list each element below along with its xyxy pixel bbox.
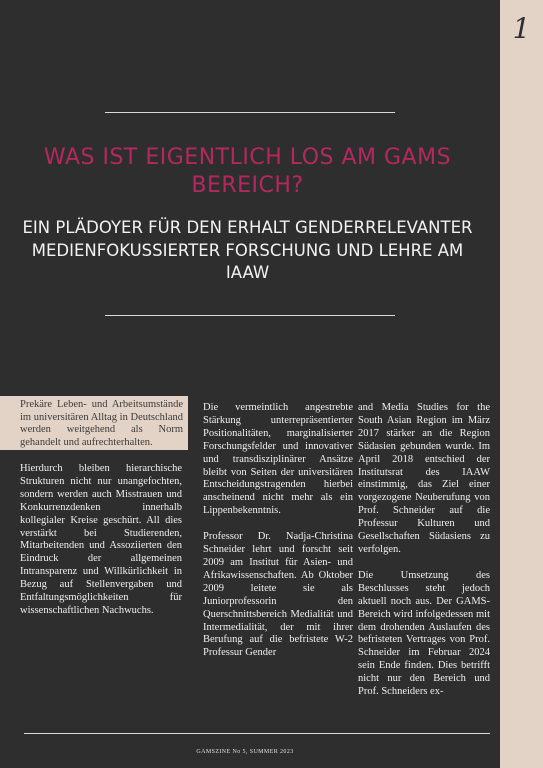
article-subtitle: EIN PLÄDOYER FÜR DEN ERHALT GENDERRELEVANTER MEDIENFOKUSSIERTER FORSCHUNG UND LEHRE AM IAAW	[22, 218, 473, 282]
intro-box	[0, 396, 188, 450]
paragraph: Professor Dr. Nadja-Christina Schneider lehrt und forscht seit 2009 am Institut für Asien- und Afrikawissenschaften. Ab Oktober 2009 leitete sie als Juniorprofessorin den Querschnittsbereich Medialität und Intermedialität, der mit ihrer Berufung auf die befristete W-2 Professur Gender	[203, 531, 353, 659]
intro-text: Prekäre Leben- und Arbeitsumstände im universitären Alltag in Deutschland werden weitgehend als Norm gehandelt und aufrechterhalten.	[20, 399, 183, 449]
top-rule	[105, 112, 395, 113]
side-strip	[500, 0, 543, 768]
text-column-3	[358, 402, 490, 712]
article-title: WAS IST EIGENTLICH LOS AM GAMS BEREICH?	[43, 145, 452, 198]
footer-rule	[24, 733, 490, 734]
paragraph: and Media Studies for the South Asian Region im März 2017 stärker an die Region Südasien gebunden wurde. Im April 2018 entschied der Institutsrat des IAAW einstimmig, das Ziel einer vorgezogene Neuberufung von Prof. Schneider auf die Professur Kulturen und Gesellschaften Südasiens zu verfolgen.	[358, 402, 490, 555]
footer: GAMSZINE No 5, SUMMER 2023	[196, 749, 294, 755]
text-column-1	[20, 463, 182, 631]
page-number: 1	[512, 12, 531, 45]
paragraph: Die Umsetzung des Beschlusses steht jedoch aktuell noch aus. Der GAMS-Bereich wird infolgedessen mit dem drohenden Auslaufen des befristeten Vertrages von Prof. Schneider im Februar 2024 sein Ende finden. Dies betrifft nicht nur den Bereich und Prof. Schneiders ex-	[358, 569, 490, 698]
subtitle-rule	[105, 315, 395, 316]
paragraph: Hierdurch bleiben hierarchische Strukturen nicht nur unangefochten, sondern werden auch Misstrauen und Konkurrenzdenken innerhalb kollegialer Kreise geschürt. All dies verstärkt bei Studierenden, Mitarbeitenden und Assoziierten den Eindruck der allgemeinen Intransparenz und Willkürlichkeit in Bezug auf Stellenvergaben und Entfaltungsmöglichkeiten für wissenschaftlichen Nachwuchs.	[20, 463, 182, 616]
text-column-2	[203, 402, 353, 673]
paragraph: Die vermeintlich angestrebte Stärkung unterrepräsentierter Positionalitäten, marginalisierter Forschungsfelder und innovativer und transdisziplinärer Ansätze bleibt von Seiten der universitären Entscheidungstragenden hierbei anscheinend nicht mehr als ein Lippenbekenntnis.	[203, 402, 353, 517]
